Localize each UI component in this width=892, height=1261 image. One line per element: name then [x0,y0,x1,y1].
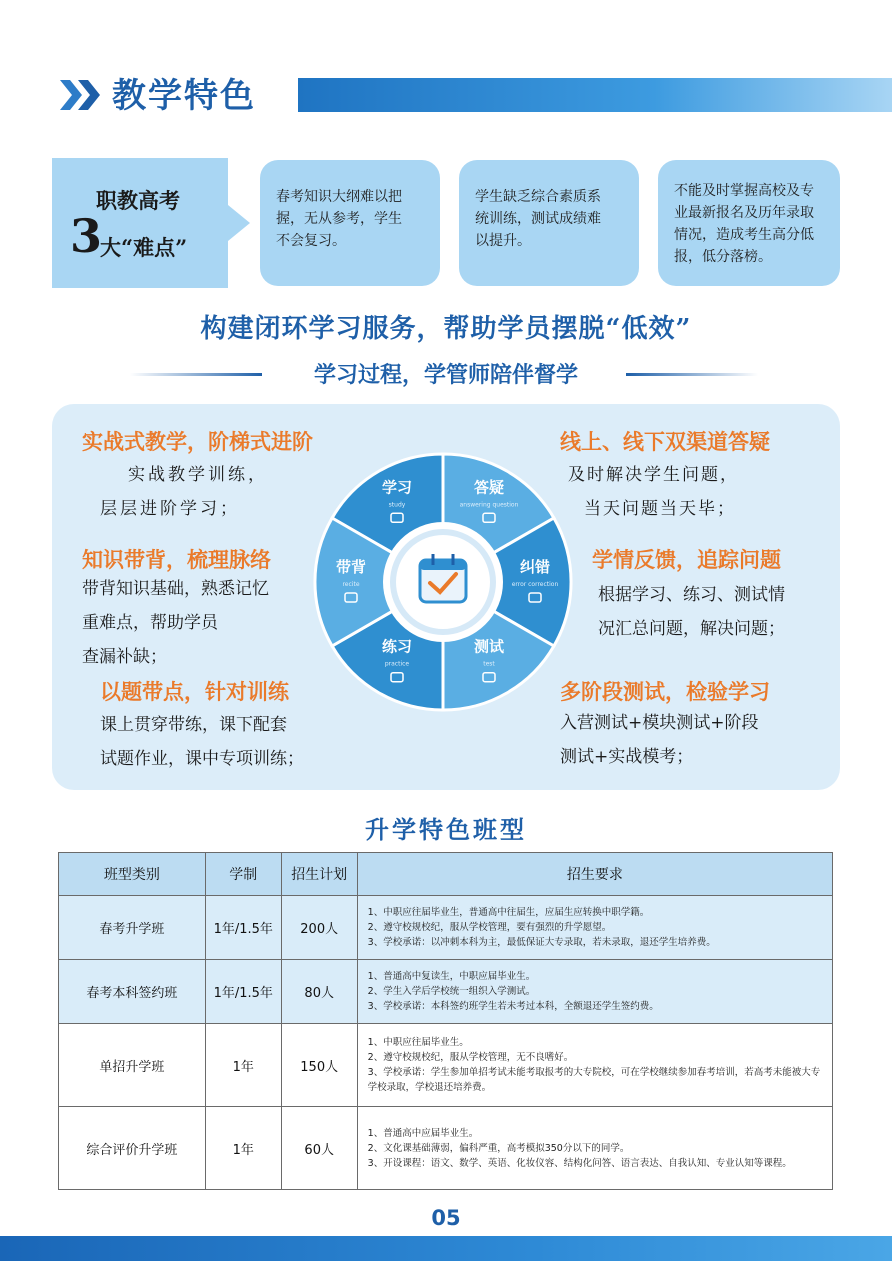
pointer-arrow [228,205,250,241]
table-row [59,1024,833,1107]
header-bar [298,78,892,112]
feature-line: 重难点，帮助学员 [82,613,218,633]
feature-title: 以题带点，针对训练 [100,679,289,704]
footer-bar [0,1236,892,1261]
card-line: 握，无从参考，学生 [276,211,402,227]
cell-plan: 200人 [281,896,357,960]
feature-title: 线上、线下双渠道答疑 [560,429,770,454]
header-category: 班型类别 [59,853,206,896]
feature-line: 及时解决学生问题， [568,465,739,485]
difficulty-card [658,160,840,286]
requirement-line: 2、遵守校规校纪，服从学校管理，无不良嗜好。 [367,1052,574,1063]
feature-body [82,572,269,674]
feature-line: 实战教学训练， [128,465,268,485]
feature-line: 当天问题当天毕； [584,499,736,519]
cell-duration: 1年/1.5年 [205,960,281,1024]
feature-body [568,458,739,526]
wheel-label: 学习 [381,478,413,497]
requirement-line: 2、遵守校规校纪，服从学校管理，要有强烈的升学愿望。 [367,922,612,933]
card-line: 报，低分落榜。 [674,249,772,265]
section-title: 教学特色 [112,76,256,116]
feature-title: 实战式教学，阶梯式进阶 [82,429,313,454]
cell-requirements [357,960,832,1024]
requirement-line: 3、学校承诺：以冲刺本科为主，最低保证大专录取，若未录取，退还学生培养费。 [367,937,716,948]
feature-title: 知识带背，梳理脉络 [82,547,271,572]
difficulty-label-line2: 大“难点” [100,235,188,260]
table-row [59,960,833,1024]
cell-requirements [357,896,832,960]
card-line: 春考知识大纲难以把 [276,189,402,205]
feature-body [100,458,268,526]
cell-plan: 60人 [281,1107,357,1190]
card-line: 业最新报名及历年录取 [674,205,814,221]
card-line: 情况，造成考生高分低 [674,227,814,243]
cell-category: 春考升学班 [59,896,206,960]
card-line: 统训练，测试成绩难 [475,211,601,227]
table-header-row [59,853,833,896]
difficulty-label-line1: 职教高考 [96,188,180,213]
wheel-sublabel: test [483,660,495,668]
requirement-line: 2、学生入学后学校统一组织入学测试。 [367,986,536,997]
feature-line: 入营测试+模块测试+阶段 [560,713,759,733]
cell-plan: 80人 [281,960,357,1024]
feature-line: 层层进阶学习； [100,499,240,519]
calendar-check-icon [420,554,466,602]
header-duration: 学制 [205,853,281,896]
feature-line: 课上贯穿带练，课下配套 [100,715,287,735]
cell-category: 春考本科签约班 [59,960,206,1024]
feature-title: 学情反馈，追踪问题 [592,547,781,572]
page-number: 05 [431,1206,461,1230]
feature-line: 带背知识基础，熟悉记忆 [82,579,269,599]
wheel-label: 带背 [335,558,367,576]
feature-line: 试题作业，课中专项训练； [100,749,304,769]
wheel-sublabel: practice [384,660,410,668]
wheel-label: 测试 [473,637,505,656]
wheel-sublabel: study [388,501,406,509]
card-line: 不能及时掌握高校及专 [674,183,814,199]
requirement-line: 3、学校承诺：本科签约班学生若未考过本科，全额退还学生签约费。 [367,1001,659,1012]
feature-line: 测试+实战模考； [560,747,694,767]
cell-plan: 150人 [281,1024,357,1107]
table-row [59,1107,833,1190]
card-line: 不会复习。 [276,233,346,249]
requirement-line: 3、开设课程：语文、数学、英语、化妆仪容、结构化问答、语言表达、自我认知、专业认知等课程。 [367,1157,792,1169]
requirement-line: 1、中职应往届毕业生。 [367,1037,469,1048]
feature-line: 查漏补缺； [82,647,167,667]
table-title: 升学特色班型 [365,816,527,844]
feature-body [100,708,304,776]
headline: 构建闭环学习服务，帮助学员摆脱“低效” [200,314,692,344]
cell-duration: 1年/1.5年 [205,896,281,960]
header-plan: 招生计划 [281,853,357,896]
cell-requirements [357,1107,832,1190]
wheel-sublabel: error correction [511,581,559,588]
study-cycle-wheel [310,452,576,712]
cell-category: 综合评价升学班 [59,1107,206,1190]
requirement-line: 1、普通高中应届毕业生。 [367,1127,479,1139]
wheel-sublabel: answering question [459,501,519,509]
feature-body [560,706,759,774]
feature-title: 多阶段测试，检验学习 [560,679,770,704]
difficulty-card [260,160,440,286]
wheel-label: 纠错 [519,558,551,576]
card-line: 以提升。 [475,233,531,249]
class-plan-table [58,852,833,1190]
requirement-line: 2、文化课基础薄弱，偏科严重，高考模拟350分以下的同学。 [367,1142,630,1154]
cell-duration: 1年 [205,1024,281,1107]
card-line: 学生缺乏综合素质系 [475,189,601,205]
divider-right [626,373,758,376]
cell-duration: 1年 [205,1107,281,1190]
requirement-line: 3、学校承诺：学生参加单招考试未能考取报考的大专院校，可在学校继续参加春考培训，若高考未能被大专学校录取，学校退还培养费。 [367,1067,821,1093]
difficulty-card [459,160,639,286]
feature-body [598,578,785,646]
double-chevron-icon [60,80,106,110]
subheadline: 学习过程，学管师陪伴督学 [313,362,578,388]
requirement-line: 1、普通高中复读生，中职应届毕业生。 [367,971,536,982]
requirement-line: 1、中职应往届毕业生，普通高中往届生，应届生应转换中职学籍。 [367,907,650,918]
cell-requirements [357,1024,832,1107]
difficulty-number: 3 [70,209,103,263]
wheel-label: 答疑 [473,478,505,497]
header-requirements: 招生要求 [357,853,832,896]
wheel-label: 练习 [381,637,413,656]
feature-line: 根据学习、练习、测试情 [598,585,785,605]
wheel-sublabel: recite [342,581,360,588]
feature-line: 况汇总问题，解决问题； [598,619,785,639]
table-row [59,896,833,960]
cell-category: 单招升学班 [59,1024,206,1107]
